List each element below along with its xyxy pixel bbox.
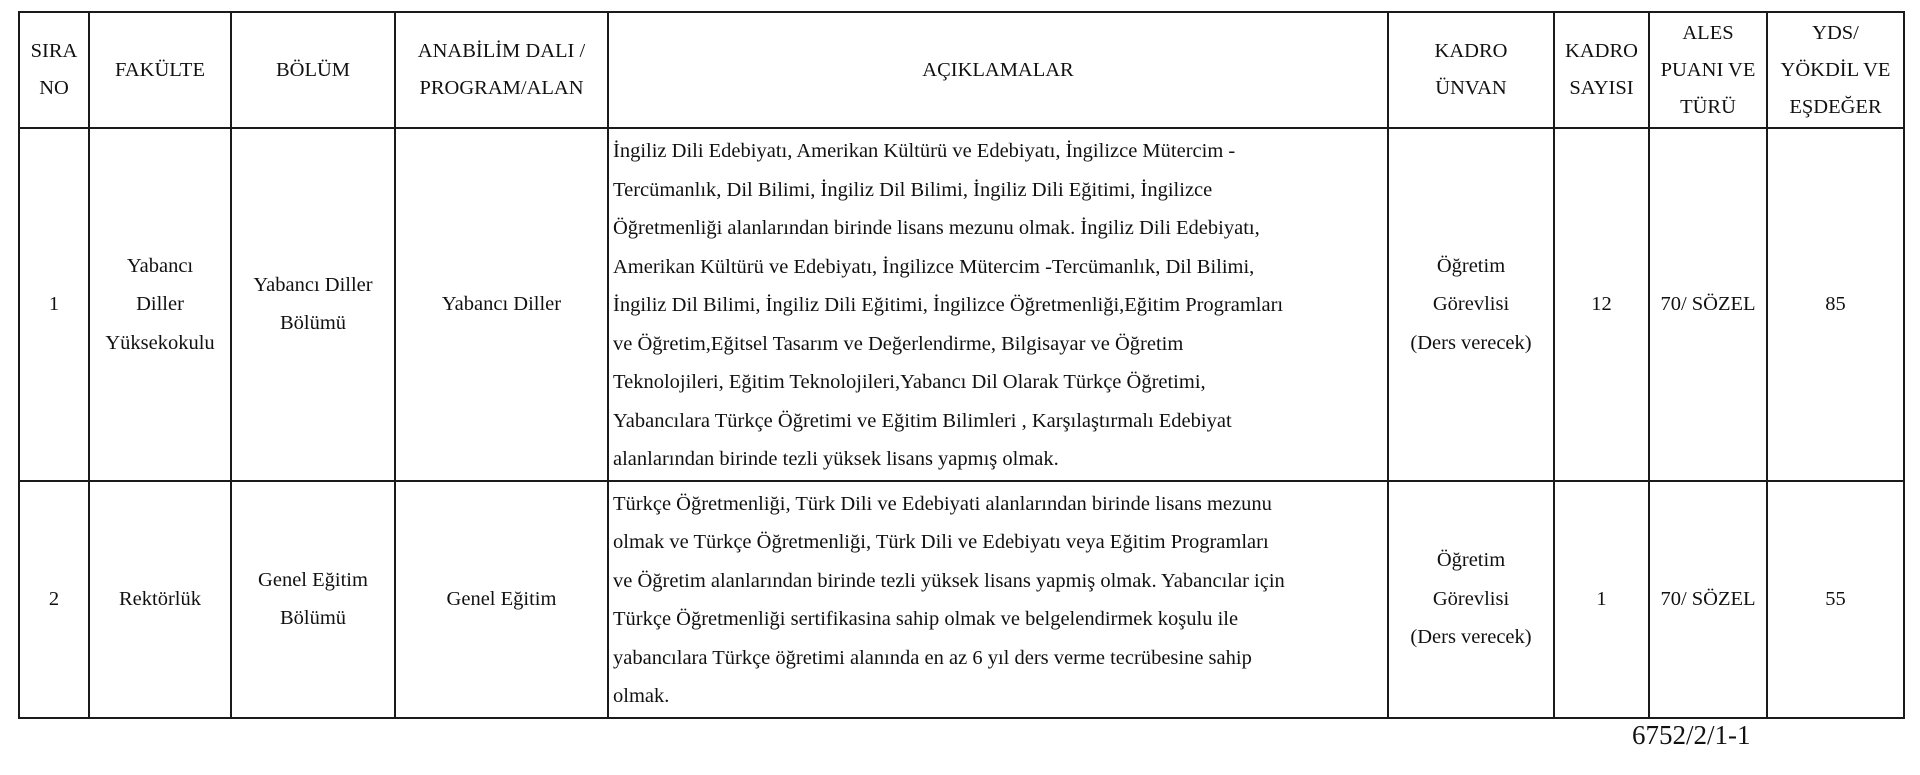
- staff-vacancy-table: [18, 11, 1905, 719]
- table-row: [19, 481, 1904, 718]
- table-row: [19, 128, 1904, 481]
- cell-kadro-sayisi: 1: [1554, 481, 1649, 718]
- cell-kadro-unvan: Öğretim Görevlisi (Ders verecek): [1388, 481, 1554, 718]
- header-anabilim-dali: ANABİLİM DALI / PROGRAM/ALAN: [395, 12, 608, 128]
- cell-yds-puani: 55: [1767, 481, 1904, 718]
- cell-fakulte: Rektörlük: [89, 481, 231, 718]
- cell-aciklama: Türkçe Öğretmenliği, Türk Dili ve Edebiyati alanlarından birinde lisans mezunu olmak ve Türkçe Öğretmenliği, Türk Dili ve Edebiyatı veya Eğitim Programları ve Öğretim alanlarından birinde tezli yüksek lisans yapmiş olmak. Yabancılar için Türkçe Öğretmenliği sertifikasina sahip olmak ve belgelendirmek koşulu ile yabancılara Türkçe öğretimi alanında en az 6 yıl ders verme tecrübesine sahip olmak.: [608, 481, 1388, 718]
- header-row: [19, 12, 1904, 128]
- cell-anabilim-dali: Yabancı Diller: [395, 128, 608, 481]
- header-kadro-sayisi: KADRO SAYISI: [1554, 12, 1649, 128]
- cell-sira-no: 1: [19, 128, 89, 481]
- header-ales-puani: ALES PUANI VE TÜRÜ: [1649, 12, 1767, 128]
- cell-ales-puani: 70/ SÖZEL: [1649, 481, 1767, 718]
- header-fakulte: FAKÜLTE: [89, 12, 231, 128]
- header-aciklamalar: AÇIKLAMALAR: [608, 12, 1388, 128]
- cell-aciklama: İngiliz Dili Edebiyatı, Amerikan Kültürü ve Edebiyatı, İngilizce Mütercim - Tercümanlık, Dil Bilimi, İngiliz Dil Bilimi, İngiliz Dili Eğitimi, İngilizce Öğretmenliği alanlarından birinde lisans mezunu olmak. İngiliz Dili Edebiyatı, Amerikan Kültürü ve Edebiyatı, İngilizce Mütercim -Tercümanlık, Dil Bilimi, İngiliz Dil Bilimi, İngiliz Dili Eğitimi, İngilizce Öğretmenliği,Eğitim Programları ve Öğretim,Eğitsel Tasarım ve Değerlendirme, Bilgisayar ve Öğretim Teknolojileri, Eğitim Teknolojileri,Yabancı Dil Olarak Türkçe Öğretimi, Yabancılara Türkçe Öğretimi ve Eğitim Bilimleri , Karşılaştırmalı Edebiyat alanlarından birinde tezli yüksek lisans yapmış olmak.: [608, 128, 1388, 481]
- header-kadro-unvan: KADRO ÜNVAN: [1388, 12, 1554, 128]
- header-yds-yokdil: YDS/ YÖKDİL VE EŞDEĞER: [1767, 12, 1904, 128]
- cell-yds-puani: 85: [1767, 128, 1904, 481]
- cell-fakulte: Yabancı Diller Yüksekokulu: [89, 128, 231, 481]
- cell-bolum: Yabancı Diller Bölümü: [231, 128, 395, 481]
- cell-bolum: Genel Eğitim Bölümü: [231, 481, 395, 718]
- header-sira-no: SIRA NO: [19, 12, 89, 128]
- cell-kadro-sayisi: 12: [1554, 128, 1649, 481]
- cell-anabilim-dali: Genel Eğitim: [395, 481, 608, 718]
- cell-kadro-unvan: Öğretim Görevlisi (Ders verecek): [1388, 128, 1554, 481]
- cell-sira-no: 2: [19, 481, 89, 718]
- header-bolum: BÖLÜM: [231, 12, 395, 128]
- reference-code: 6752/2/1-1: [1632, 720, 1751, 750]
- cell-ales-puani: 70/ SÖZEL: [1649, 128, 1767, 481]
